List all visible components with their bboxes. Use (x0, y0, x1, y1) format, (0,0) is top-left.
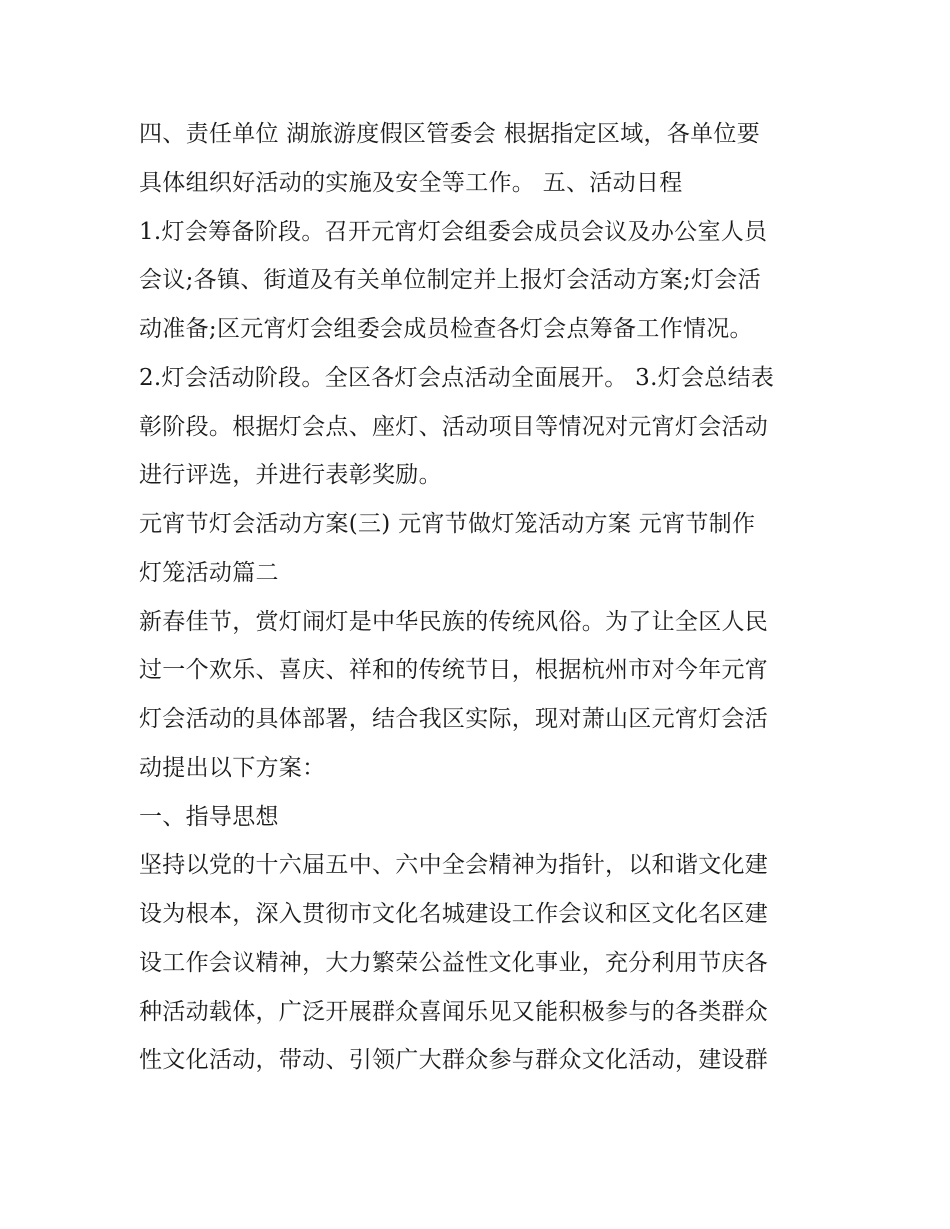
text-line: 动准备;区元宵灯会组委会成员检查各灯会点筹备工作情况。 (139, 316, 753, 342)
text-line: 性文化活动，带动、引领广大群众参与群众文化活动，建设群 (139, 1047, 769, 1074)
text-line: 进行评选，并进行表彰奖励。 (139, 462, 442, 489)
text-line: 种活动载体，广泛开展群众喜闻乐见又能积极参与的各类群众 (139, 998, 769, 1025)
text-line: 四、责任单位 湖旅游度假区管委会 根据指定区域，各单位要 (139, 121, 761, 147)
text-line: 2.灯会活动阶段。全区各灯会点活动全面展开。 3.灯会总结表 (139, 364, 775, 391)
text-line: 新春佳节，赏灯闹灯是中华民族的传统风俗。为了让全区人民 (139, 608, 769, 635)
text-line: 设为根本，深入贯彻市文化名城建设工作会议和区文化名区建 (139, 901, 769, 927)
section-heading: 元宵节灯会活动方案(三) 元宵节做灯笼活动方案 元宵节制作 (139, 511, 756, 537)
document-body (139, 110, 814, 1085)
text-line: 动提出以下方案： (139, 754, 326, 781)
section-heading: 灯笼活动篇二 (139, 559, 279, 586)
text-line: 过一个欢乐、喜庆、祥和的传统节日，根据杭州市对今年元宵 (139, 657, 769, 684)
text-line: 具体组织好活动的实施及安全等工作。 五、活动日程 (139, 169, 683, 196)
text-line: 设工作会议精神，大力繁荣公益性文化事业，充分利用节庆各 (139, 949, 769, 976)
text-line: 彰阶段。根据灯会点、座灯、活动项目等情况对元宵灯会活动 (139, 413, 769, 440)
text-line: 坚持以党的十六届五中、六中全会精神为指针，以和谐文化建 (139, 852, 769, 879)
text-line: 灯会活动的具体部署，结合我区实际，现对萧山区元宵灯会活 (139, 706, 769, 732)
text-line: 会议;各镇、街道及有关单位制定并上报灯会活动方案;灯会活 (139, 267, 761, 294)
text-line: 1.灯会筹备阶段。召开元宵灯会组委会成员会议及办公室人员 (139, 218, 768, 245)
section-heading: 一、指导思想 (139, 803, 279, 830)
